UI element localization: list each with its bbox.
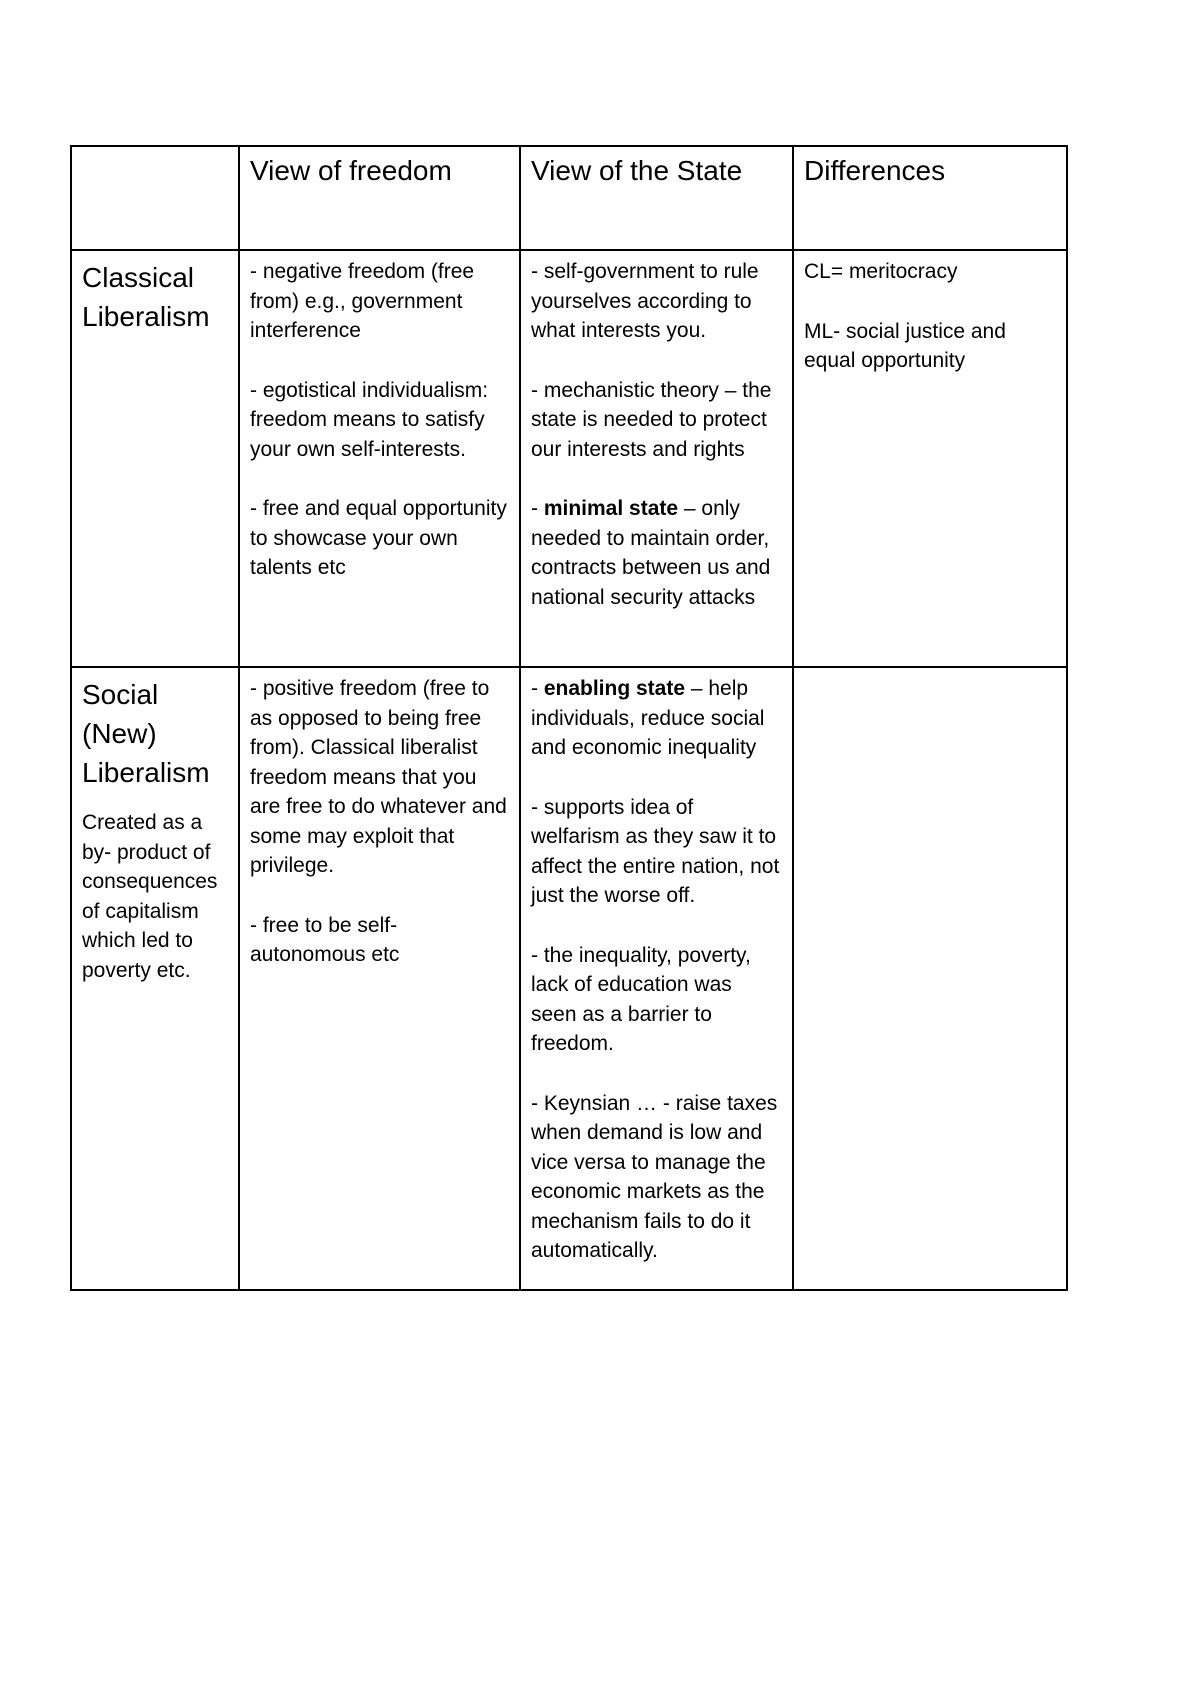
bold-term-enabling-state: enabling state: [543, 677, 686, 700]
state-point: - Keynsian … - raise taxes when demand is low and vice versa to manage the economic markets as the mechanism fails to do it automatically.: [531, 1091, 778, 1262]
table-header-row: [71, 146, 1067, 250]
comparison-table: [70, 145, 1068, 1291]
state-point: - self-government to rule yourselves according to what interests you.: [531, 260, 759, 342]
row-label-cell: [71, 250, 239, 667]
difference-point: CL= meritocracy: [804, 260, 958, 283]
table-row-classical-liberalism: [71, 250, 1067, 667]
freedom-point: - egotistical individualism: freedom means to satisfy your own self-interests.: [250, 378, 489, 461]
state-cell: [520, 250, 793, 667]
row-label: Classical Liberalism: [82, 262, 210, 332]
freedom-point: - free to be self- autonomous etc: [250, 913, 400, 966]
bold-term-minimal-state: minimal state: [543, 497, 679, 520]
differences-cell-empty: [793, 667, 1067, 1290]
freedom-cell: [239, 250, 520, 667]
state-point: - mechanistic theory – the state is needed to protect our interests and rights: [531, 378, 772, 461]
header-cell-view-of-freedom: View of freedom: [239, 146, 520, 250]
row-label-cell: [71, 667, 239, 1290]
freedom-cell: [239, 667, 520, 1290]
header-cell-differences: Differences: [793, 146, 1067, 250]
difference-point: ML- social justice and equal opportunity: [804, 319, 1006, 372]
freedom-point: - positive freedom (free to as opposed to being free from). Classical liberalist freedom means that you are free to do whatever and some may exploit that privilege.: [250, 677, 507, 877]
row-label: Social (New) Liberalism: [82, 679, 210, 788]
state-point: - the inequality, poverty, lack of education was seen as a barrier to freedom.: [531, 943, 751, 1055]
state-cell: [520, 667, 793, 1290]
header-cell-empty: [71, 146, 239, 250]
differences-cell: [793, 250, 1067, 667]
state-point: - enabling state – help individuals, reduce social and economic inequality: [531, 677, 765, 759]
freedom-point: - negative freedom (free from) e.g., government interference: [250, 260, 475, 342]
state-point: - minimal state – only needed to maintain order, contracts between us and national security attacks: [531, 497, 771, 609]
freedom-point: - free and equal opportunity to showcase your own talents etc: [250, 497, 507, 579]
table-row-social-liberalism: [71, 667, 1067, 1290]
header-cell-view-of-the-state: View of the State: [520, 146, 793, 250]
state-point: - supports idea of welfarism as they saw it to affect the entire nation, not just the worse off.: [531, 795, 780, 907]
row-sublabel: Created as a by- product of consequences of capitalism which led to poverty etc.: [82, 811, 218, 982]
